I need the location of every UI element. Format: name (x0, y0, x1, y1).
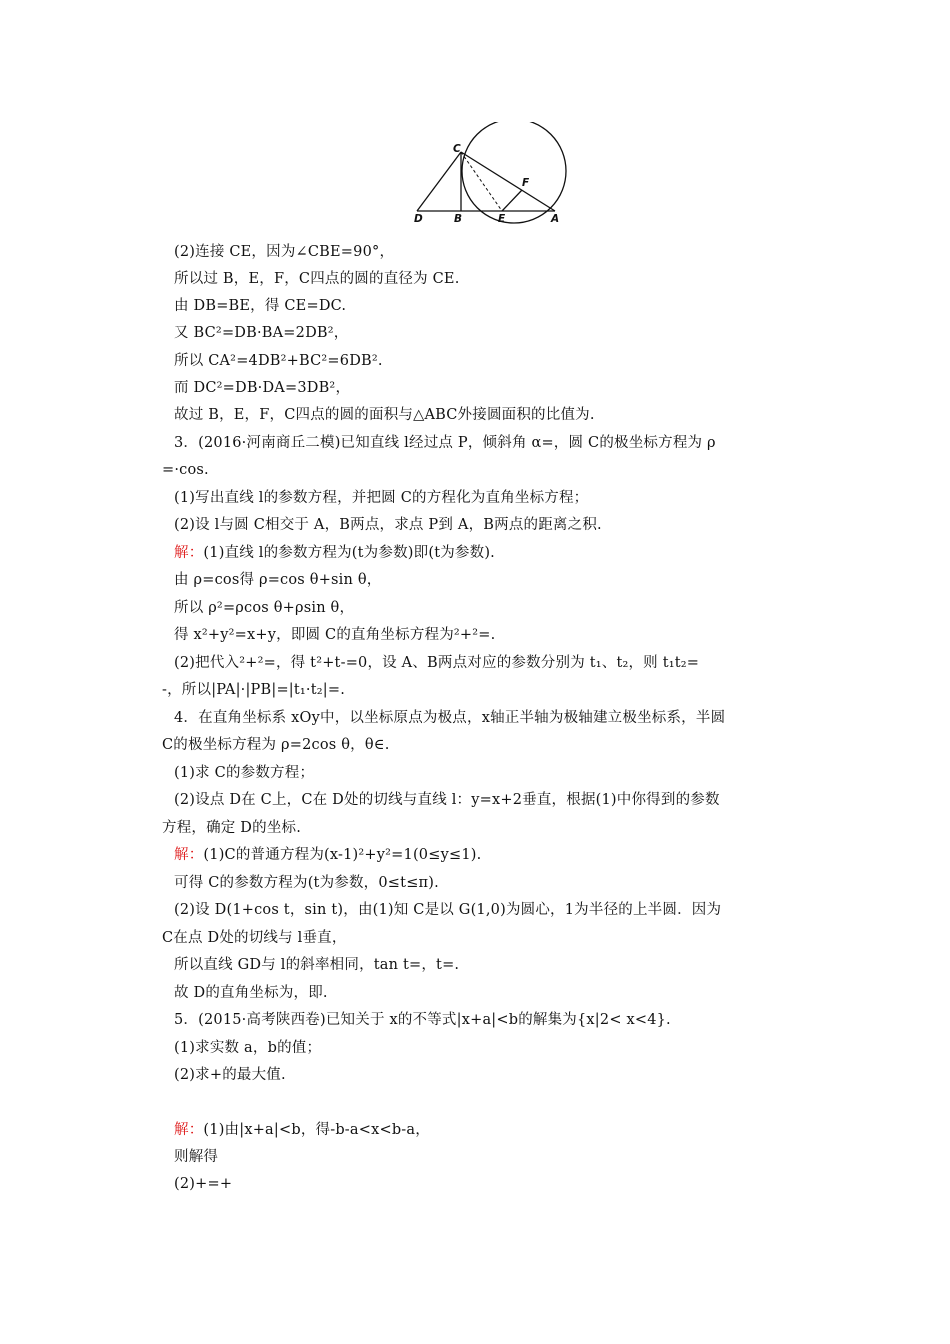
solution-label: 解： (174, 847, 204, 863)
label-a: A (551, 213, 560, 225)
label-e: E (498, 213, 506, 225)
text-line: 由 DB=BE，得 CE=DC. (174, 298, 347, 314)
text-line: 则解得 (174, 1149, 219, 1165)
text-line: (1)C的普通方程为(x-1)²+y²=1(0≤y≤1). (203, 847, 482, 863)
solution-line (174, 845, 481, 865)
text-line: (1)由|x+a|<b，得-b-a<x<b-a， (203, 1122, 430, 1138)
text-line: 4．在直角坐标系 xOy中，以坐标原点为极点，x轴正半轴为极轴建立极坐标系，半圆 (174, 710, 726, 726)
solution-line (174, 1120, 430, 1140)
text-line: 所以 ρ²=ρcos θ+ρsin θ， (174, 600, 355, 616)
line-ce-dashed (461, 152, 502, 211)
text-line: (1)直线 l的参数方程为(t为参数)即(t为参数). (203, 545, 495, 561)
text-line: 所以 CA²=4DB²+BC²=6DB². (174, 353, 383, 369)
solution-label: 解： (174, 1122, 204, 1138)
text-line: (2)设 D(1+cos t，sin t)，由(1)知 C是以 G(1,0)为圆心，1为半径的上半圆．因为 (174, 902, 722, 918)
text-line: C在点 D处的切线与 l垂直， (162, 930, 347, 946)
label-b: B (454, 213, 463, 225)
text-line: 得 x²+y²=x+y，即圆 C的直角坐标方程为²+²=. (174, 627, 496, 643)
text-line: (1)求 C的参数方程； (174, 765, 315, 781)
line-ef (502, 190, 522, 211)
text-line: 所以直线 GD与 l的斜率相同，tan t=，t=. (174, 957, 460, 973)
text-line: (2)连接 CE，因为∠CBE=90°， (174, 244, 395, 260)
text-line: (2)求+的最大值. (174, 1067, 286, 1083)
label-d: D (414, 213, 423, 225)
line-cd (417, 152, 461, 211)
text-line: 由 ρ=cos得 ρ=cos θ+sin θ， (174, 572, 382, 588)
text-line: 故过 B，E，F，C四点的圆的面积与△ABC外接圆面积的比值为. (174, 407, 595, 423)
text-line: 又 BC²=DB·BA=2DB²， (174, 325, 349, 341)
line-ca (461, 152, 555, 211)
text-line: (1)求实数 a，b的值； (174, 1040, 322, 1056)
text-line: (2)+=+ (174, 1176, 233, 1192)
label-f: F (522, 177, 530, 189)
text-line: 3．(2016·河南商丘二模)已知直线 l经过点 P，倾斜角 α=，圆 C的极坐标方程为 ρ (174, 435, 716, 451)
text-line: 可得 C的参数方程为(t为参数，0≤t≤π). (174, 875, 439, 891)
text-line: (1)写出直线 l的参数方程，并把圆 C的方程化为直角坐标方程； (174, 490, 589, 506)
solution-line (174, 543, 495, 563)
text-line: =·cos. (162, 462, 209, 478)
text-line: 故 D的直角坐标为，即. (174, 985, 328, 1001)
text-line: (2)设 l与圆 C相交于 A，B两点，求点 P到 A，B两点的距离之积. (174, 517, 602, 533)
text-line: -，所以|PA|·|PB|=|t₁·t₂|=. (162, 682, 346, 698)
geometry-figure (405, 122, 575, 227)
text-line: (2)把代入²+²=，得 t²+t-=0，设 A、B两点对应的参数分别为 t₁、t₂，则 t₁t₂= (174, 655, 700, 671)
text-line: 所以过 B，E，F，C四点的圆的直径为 CE. (174, 271, 460, 287)
solution-label: 解： (174, 545, 204, 561)
text-line: C的极坐标方程为 ρ=2cos θ，θ∈. (162, 737, 390, 753)
text-line: 而 DC²=DB·DA=3DB²， (174, 380, 351, 396)
text-line: (2)设点 D在 C上，C在 D处的切线与直线 l：y=x+2垂直，根据(1)中你得到的参数 (174, 792, 720, 808)
text-line: 方程，确定 D的坐标. (162, 820, 302, 836)
label-c: C (453, 143, 461, 155)
text-line: 5．(2015·高考陕西卷)已知关于 x的不等式|x+a|<b的解集为{x|2< x<4}. (174, 1012, 671, 1028)
